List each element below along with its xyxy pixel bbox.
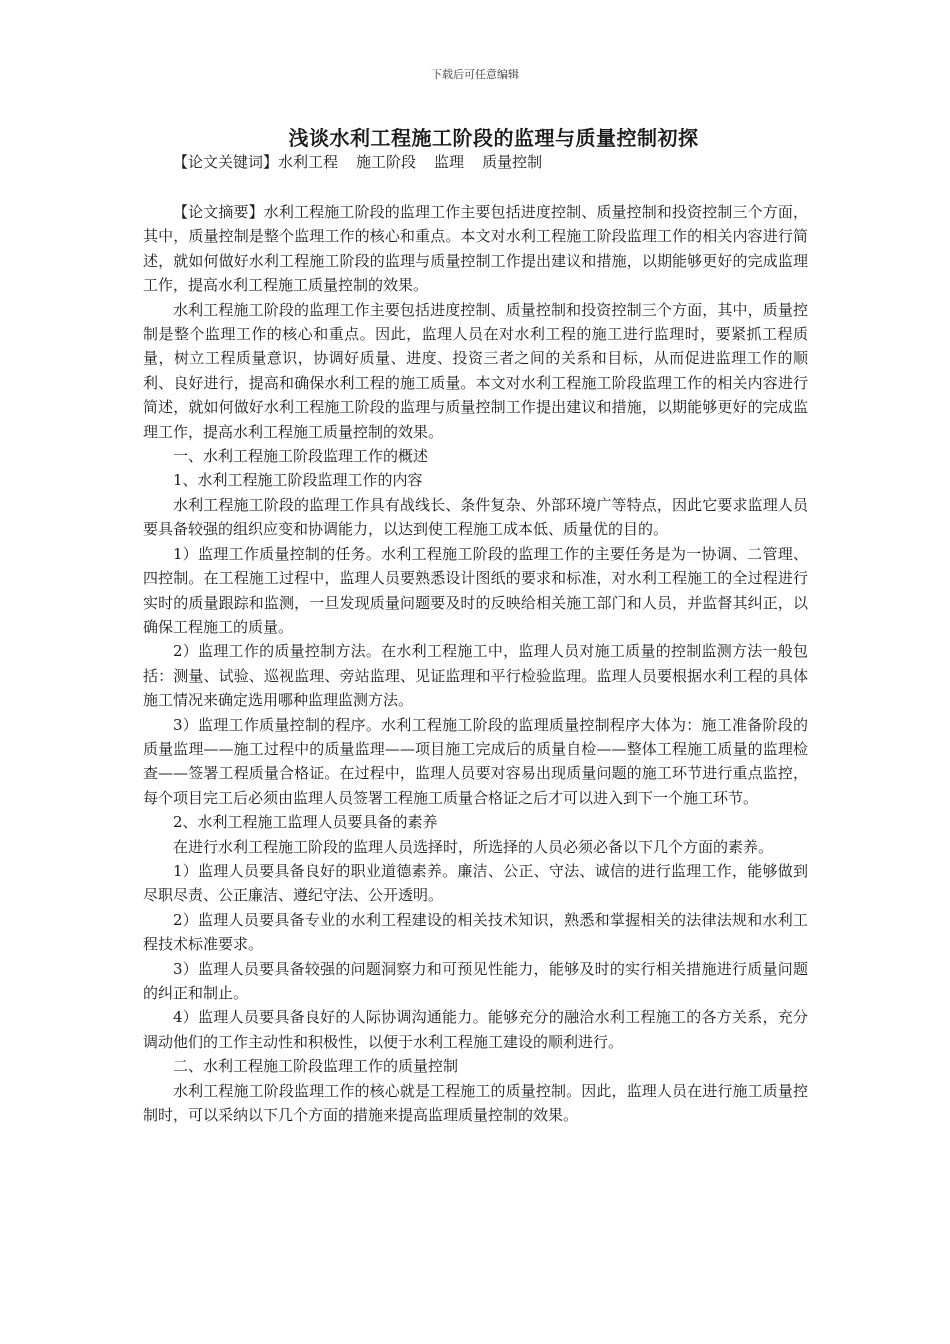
section-heading: 二、水利工程施工阶段监理工作的质量控制 <box>173 1057 459 1076</box>
article-title: 浅谈水利工程施工阶段的监理与质量控制初探 <box>288 126 699 150</box>
list-item: 4）监理人员要具备良好的人际协调沟通能力。能够充分的融洽水利工程施工的各方关系，充分调动他们的工作主动性和积极性，以便于水利工程施工建设的顺利进行。 <box>143 1008 808 1051</box>
paragraph: 水利工程施工阶段监理工作的核心就是工程施工的质量控制。因此，监理人员在进行施工质量控制时，可以采纳以下几个方面的措施来提高监理质量控制的效果。 <box>143 1081 808 1125</box>
keyword: 施工阶段 <box>356 153 417 171</box>
subsection-heading: 1、水利工程施工阶段监理工作的内容 <box>173 471 423 490</box>
subsection-heading: 2、水利工程施工监理人员要具备的素养 <box>173 813 438 832</box>
list-item: 3）监理工作质量控制的程序。水利工程施工阶段的监理质量控制程序大体为：施工准备阶段的质量监理——施工过程中的质量监理——项目施工完成后的质量自检——整体工程施工质量的监理检查——签署工程质量合格证。在过程中，监理人员要对容易出现质量问题的施工环节进行重点监控，每个项目完工后必须由监理人员签署工程施工质量合格证之后才可以进入到下一个施工环节。 <box>143 715 808 807</box>
keyword: 质量控制 <box>482 153 543 171</box>
paragraph: 水利工程施工阶段的监理工作具有战线长、条件复杂、外部环境广等特点，因此它要求监理人员要具备较强的组织应变和协调能力，以达到使工程施工成本低、质量优的目的。 <box>143 495 808 539</box>
list-item: 2）监理工作的质量控制方法。在水利工程施工中，监理人员对施工质量的控制监测方法一般包括：测量、试验、巡视监理、旁站监理、见证监理和平行检验监理。监理人员要根据水利工程的具体施工情况来确定选用哪种监理监测方法。 <box>143 642 808 710</box>
section-heading: 一、水利工程施工阶段监理工作的概述 <box>173 447 429 466</box>
article-body <box>143 200 808 1127</box>
keywords-label: 【论文关键词】 <box>173 153 279 171</box>
keyword: 监理 <box>434 153 465 171</box>
list-item: 1）监理人员要具备良好的职业道德素养。廉洁、公正、守法、诚信的进行监理工作，能够做到尽职尽责、公正廉洁、遵纪守法、公开透明。 <box>143 861 808 905</box>
keyword: 水利工程 <box>278 153 339 171</box>
list-item: 3）监理人员要具备较强的问题洞察力和可预见性能力，能够及时的实行相关措施进行质量问题的纠正和制止。 <box>143 959 808 1002</box>
paragraph: 在进行水利工程施工阶段的监理人员选择时，所选择的人员必须必备以下几个方面的素养。 <box>173 837 774 856</box>
keywords-line <box>173 151 542 172</box>
paragraph: 水利工程施工阶段的监理工作主要包括进度控制、质量控制和投资控制三个方面，其中，质量控制是整个监理工作的核心和重点。因此，监理人员在对水利工程的施工进行监理时，要紧抓工程质量，树立工程质量意识，协调好质量、进度、投资三者之间的关系和目标，从而促进监理工作的顺利、良好进行，提高和确保水利工程的施工质量。本文对水利工程施工阶段监理工作的相关内容进行简述，就如何做好水利工程施工阶段的监理与质量控制工作提出建议和措施，以期能够更好的完成监理工作，提高水利工程施工质量控制的效果。 <box>143 300 808 441</box>
header-note: 下载后可任意编辑 <box>431 68 519 81</box>
abstract-paragraph: 【论文摘要】水利工程施工阶段的监理工作主要包括进度控制、质量控制和投资控制三个方面，其中，质量控制是整个监理工作的核心和重点。本文对水利工程施工阶段监理工作的相关内容进行简述，就如何做好水利工程施工阶段的监理与质量控制工作提出建议和措施，以期能够更好的完成监理工作，提高水利工程施工质量控制的效果。 <box>143 203 808 295</box>
list-item: 1）监理工作质量控制的任务。水利工程施工阶段的监理工作的主要任务是为一协调、二管理、四控制。在工程施工过程中，监理人员要熟悉设计图纸的要求和标准，对水利工程施工的全过程进行实时的质量跟踪和监测，一旦发现质量问题要及时的反映给相关施工部门和人员，并监督其纠正，以确保工程施工的质量。 <box>143 544 808 636</box>
list-item: 2）监理人员要具备专业的水利工程建设的相关技术知识，熟悉和掌握相关的法律法规和水利工程技术标准要求。 <box>143 910 808 954</box>
